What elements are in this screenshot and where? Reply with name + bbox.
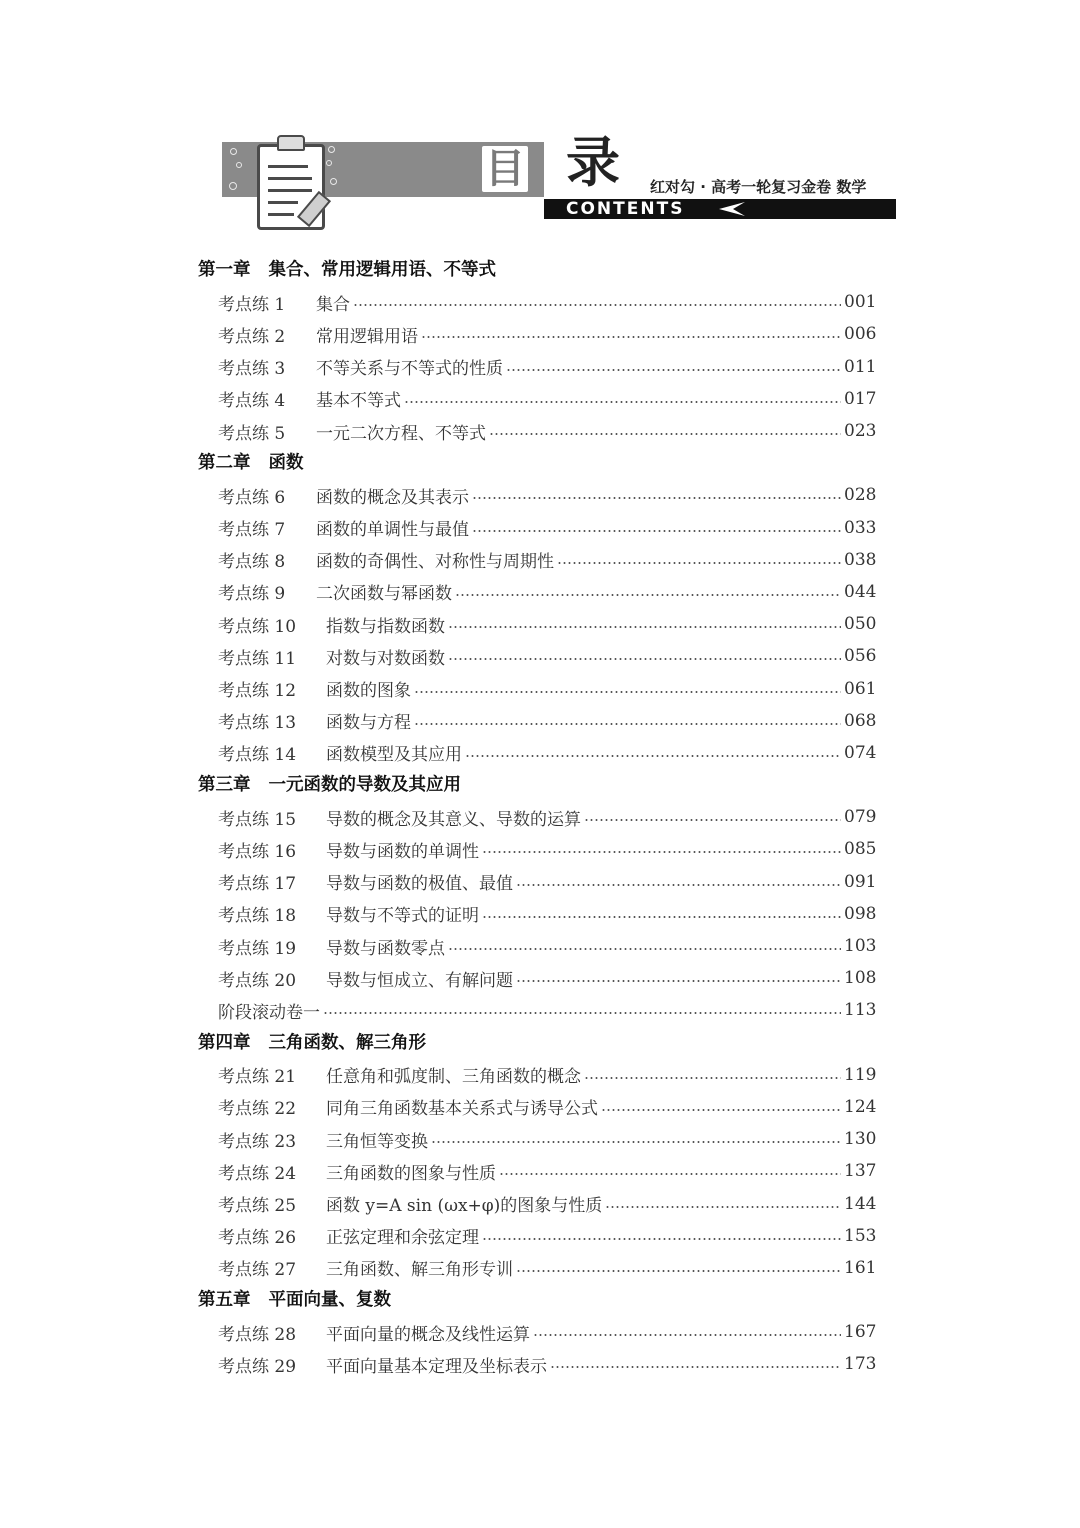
dot-leader [516, 980, 841, 982]
toc-entry[interactable] [198, 479, 877, 511]
entry-title: 基本不等式 [316, 391, 401, 412]
toc-entry[interactable] [198, 705, 877, 737]
entry-number: 考点练 4 [218, 391, 286, 412]
chapter-title: 集合、常用逻辑用语、不等式 [268, 260, 496, 280]
toc-entry[interactable] [198, 962, 877, 994]
toc-entry[interactable] [198, 286, 877, 318]
toc-entry[interactable] [198, 1155, 877, 1187]
entry-title: 对数与对数函数 [326, 648, 445, 669]
entry-title: 三角函数的图象与性质 [326, 1163, 496, 1184]
entry-number: 考点练 24 [218, 1163, 297, 1184]
entry-number: 考点练 17 [218, 874, 297, 895]
toc-entry[interactable] [198, 833, 877, 865]
dot-leader [516, 1270, 841, 1272]
entry-title: 平面向量的概念及线性运算 [326, 1324, 530, 1345]
toc-entry[interactable] [198, 1316, 877, 1348]
entry-page: 161 [844, 1257, 877, 1278]
entry-number: 考点练 18 [218, 906, 297, 927]
entry-number: 考点练 7 [218, 520, 286, 541]
toc-entry[interactable] [198, 737, 877, 769]
toc-entry[interactable] [198, 898, 877, 930]
decor-dot-icon [326, 160, 332, 166]
chapter-number: 第一章 [198, 260, 251, 280]
entry-title: 导数与不等式的证明 [326, 906, 479, 927]
entry-number: 考点练 14 [218, 745, 297, 766]
entry-page: 079 [844, 807, 877, 828]
entry-title: 常用逻辑用语 [316, 326, 418, 347]
toc-entry[interactable] [198, 415, 877, 447]
entry-title: 三角函数、解三角形专训 [326, 1260, 513, 1281]
entry-number: 考点练 23 [218, 1131, 297, 1152]
entry-title: 平面向量基本定理及坐标表示 [326, 1356, 547, 1377]
entry-number: 考点练 8 [218, 552, 286, 573]
dot-leader [431, 1141, 841, 1143]
entry-number: 考点练 1 [218, 294, 286, 315]
chapter-number: 第二章 [198, 453, 251, 474]
entry-title: 三角恒等变换 [326, 1131, 428, 1152]
entry-page: 085 [844, 839, 877, 860]
decor-dot-icon [236, 162, 242, 168]
dot-leader [557, 562, 841, 564]
dot-leader [605, 1206, 841, 1208]
entry-page: 028 [844, 485, 877, 506]
entry-page: 044 [844, 581, 877, 602]
dot-leader [414, 723, 841, 725]
dot-leader [499, 1173, 841, 1175]
dot-leader [353, 304, 841, 306]
entry-number: 考点练 10 [218, 616, 297, 637]
title-box-char: 目 [485, 146, 525, 192]
entry-page: 167 [844, 1322, 877, 1343]
toc-entry[interactable] [198, 1059, 877, 1091]
contents-label: CONTENTS [566, 199, 685, 219]
entry-title: 集合 [316, 294, 350, 315]
entry-number: 考点练 26 [218, 1228, 297, 1249]
decor-dot-icon [330, 178, 337, 185]
arrow-left-icon [719, 202, 745, 216]
entry-page: 050 [844, 614, 877, 635]
entry-title: 函数 y=A sin (ωx+φ)的图象与性质 [326, 1196, 603, 1217]
chapter-title: 函数 [268, 453, 304, 474]
dot-leader [584, 1077, 841, 1079]
dot-leader [489, 433, 841, 435]
book-subtitle: 红对勾 · 高考一轮复习金卷 数学 [650, 178, 867, 196]
entry-page: 124 [844, 1096, 877, 1117]
dot-leader [414, 691, 841, 693]
toc-entry[interactable] [198, 1220, 877, 1252]
dot-leader [550, 1366, 841, 1368]
entry-page: 001 [844, 292, 877, 313]
entry-title: 函数的奇偶性、对称性与周期性 [316, 552, 554, 573]
entry-number: 考点练 29 [218, 1356, 297, 1377]
entry-page: 103 [844, 936, 877, 957]
chapter-heading [198, 769, 874, 801]
toc-entry-stage-test[interactable] [198, 994, 877, 1026]
title-char: 录 [566, 131, 620, 194]
dot-leader [584, 819, 841, 821]
toc-entry[interactable] [198, 576, 877, 608]
entry-number: 考点练 20 [218, 970, 297, 991]
chapter-heading [198, 1284, 874, 1316]
toc-entry[interactable] [198, 1348, 877, 1380]
dot-leader [472, 497, 841, 499]
entry-title: 导数与函数的极值、最值 [326, 874, 513, 895]
entry-page: 017 [844, 388, 877, 409]
entry-title: 函数的概念及其表示 [316, 487, 469, 508]
entry-page: 011 [844, 356, 877, 377]
toc-entry[interactable] [198, 544, 877, 576]
dot-leader [506, 369, 841, 371]
entry-title: 函数模型及其应用 [326, 745, 462, 766]
entry-title: 函数的图象 [326, 681, 411, 702]
toc-entry[interactable] [198, 866, 877, 898]
dot-leader [516, 884, 841, 886]
chapter-heading [198, 1027, 874, 1059]
entry-page: 006 [844, 324, 877, 345]
entry-title: 不等关系与不等式的性质 [316, 359, 503, 380]
dot-leader [533, 1334, 841, 1336]
entry-title: 阶段滚动卷一 [218, 1002, 320, 1023]
entry-page: 023 [844, 421, 877, 442]
chapter-number: 第五章 [198, 1290, 251, 1310]
entry-number: 考点练 25 [218, 1196, 297, 1217]
toc-entry[interactable] [198, 801, 877, 833]
title-box [482, 146, 528, 192]
entry-number: 考点练 13 [218, 713, 297, 734]
chapter-title: 平面向量、复数 [268, 1290, 391, 1310]
toc-entry[interactable] [198, 930, 877, 962]
chapter-number: 第四章 [198, 1032, 251, 1053]
contents-bar [544, 199, 896, 219]
clip-icon [277, 135, 305, 151]
entry-title: 二次函数与幂函数 [316, 584, 452, 605]
dot-leader [448, 626, 841, 628]
entry-number: 考点练 9 [218, 584, 286, 605]
dot-leader [601, 1109, 841, 1111]
entry-page: 061 [844, 678, 877, 699]
entry-number: 考点练 5 [218, 423, 286, 444]
entry-title: 导数与恒成立、有解问题 [326, 970, 513, 991]
entry-number: 考点练 3 [218, 359, 286, 380]
toc-entry[interactable] [198, 1091, 877, 1123]
entry-number: 考点练 11 [218, 648, 297, 669]
dot-leader [455, 594, 841, 596]
dot-leader [421, 336, 841, 338]
dot-leader [404, 401, 841, 403]
toc-entry[interactable] [198, 640, 877, 672]
entry-page: 068 [844, 710, 877, 731]
entry-page: 091 [844, 871, 877, 892]
entry-title: 正弦定理和余弦定理 [326, 1228, 479, 1249]
entry-number: 考点练 16 [218, 841, 297, 862]
entry-number: 考点练 27 [218, 1260, 297, 1281]
dot-leader [482, 1238, 841, 1240]
dot-leader [465, 755, 841, 757]
toc-entry[interactable] [198, 1252, 877, 1284]
toc-entry[interactable] [198, 383, 877, 415]
toc-entry[interactable] [198, 672, 877, 704]
entry-title: 任意角和弧度制、三角函数的概念 [326, 1067, 581, 1088]
toc-header [220, 132, 900, 232]
dot-leader [323, 1012, 841, 1014]
chapter-title: 三角函数、解三角形 [268, 1032, 426, 1053]
entry-title: 同角三角函数基本关系式与诱导公式 [326, 1099, 598, 1120]
entry-number: 考点练 19 [218, 938, 297, 959]
entry-number: 考点练 21 [218, 1067, 297, 1088]
toc-entry[interactable] [198, 512, 877, 544]
entry-number: 考点练 2 [218, 326, 286, 347]
chapter-heading [198, 447, 874, 479]
dot-leader [472, 530, 841, 532]
entry-page: 119 [844, 1064, 877, 1085]
decor-dot-icon [230, 148, 237, 155]
dot-leader [448, 948, 841, 950]
entry-page: 130 [844, 1129, 877, 1150]
entry-number: 考点练 12 [218, 681, 297, 702]
toc-entry[interactable] [198, 1187, 877, 1219]
table-of-contents [198, 254, 877, 1381]
toc-entry[interactable] [198, 608, 877, 640]
decor-dot-icon [229, 182, 237, 190]
chapter-number: 第三章 [198, 775, 251, 795]
entry-number: 考点练 22 [218, 1099, 297, 1120]
entry-page: 056 [844, 646, 877, 667]
chapter-heading [198, 254, 874, 286]
entry-page: 108 [844, 968, 877, 989]
entry-page: 098 [844, 903, 877, 924]
entry-title: 函数与方程 [326, 713, 411, 734]
entry-title: 函数的单调性与最值 [316, 520, 469, 541]
dot-leader [482, 851, 841, 853]
entry-title: 一元二次方程、不等式 [316, 423, 486, 444]
dot-leader [448, 658, 841, 660]
entry-number: 考点练 15 [218, 809, 297, 830]
dot-leader [482, 916, 841, 918]
entry-page: 173 [844, 1354, 877, 1375]
entry-page: 113 [844, 1000, 877, 1021]
entry-page: 074 [844, 742, 877, 763]
entry-number: 考点练 28 [218, 1324, 297, 1345]
toc-entry[interactable] [198, 351, 877, 383]
entry-title: 指数与指数函数 [326, 616, 445, 637]
toc-entry[interactable] [198, 1123, 877, 1155]
entry-page: 033 [844, 517, 877, 538]
entry-page: 038 [844, 549, 877, 570]
entry-page: 137 [844, 1161, 877, 1182]
entry-title: 导数与函数零点 [326, 938, 445, 959]
decor-dot-icon [328, 146, 335, 153]
chapter-title: 一元函数的导数及其应用 [268, 775, 461, 795]
entry-page: 144 [844, 1193, 877, 1214]
entry-title: 导数的概念及其意义、导数的运算 [326, 809, 581, 830]
entry-number: 考点练 6 [218, 487, 286, 508]
entry-page: 153 [844, 1225, 877, 1246]
toc-entry[interactable] [198, 318, 877, 350]
entry-title: 导数与函数的单调性 [326, 841, 479, 862]
